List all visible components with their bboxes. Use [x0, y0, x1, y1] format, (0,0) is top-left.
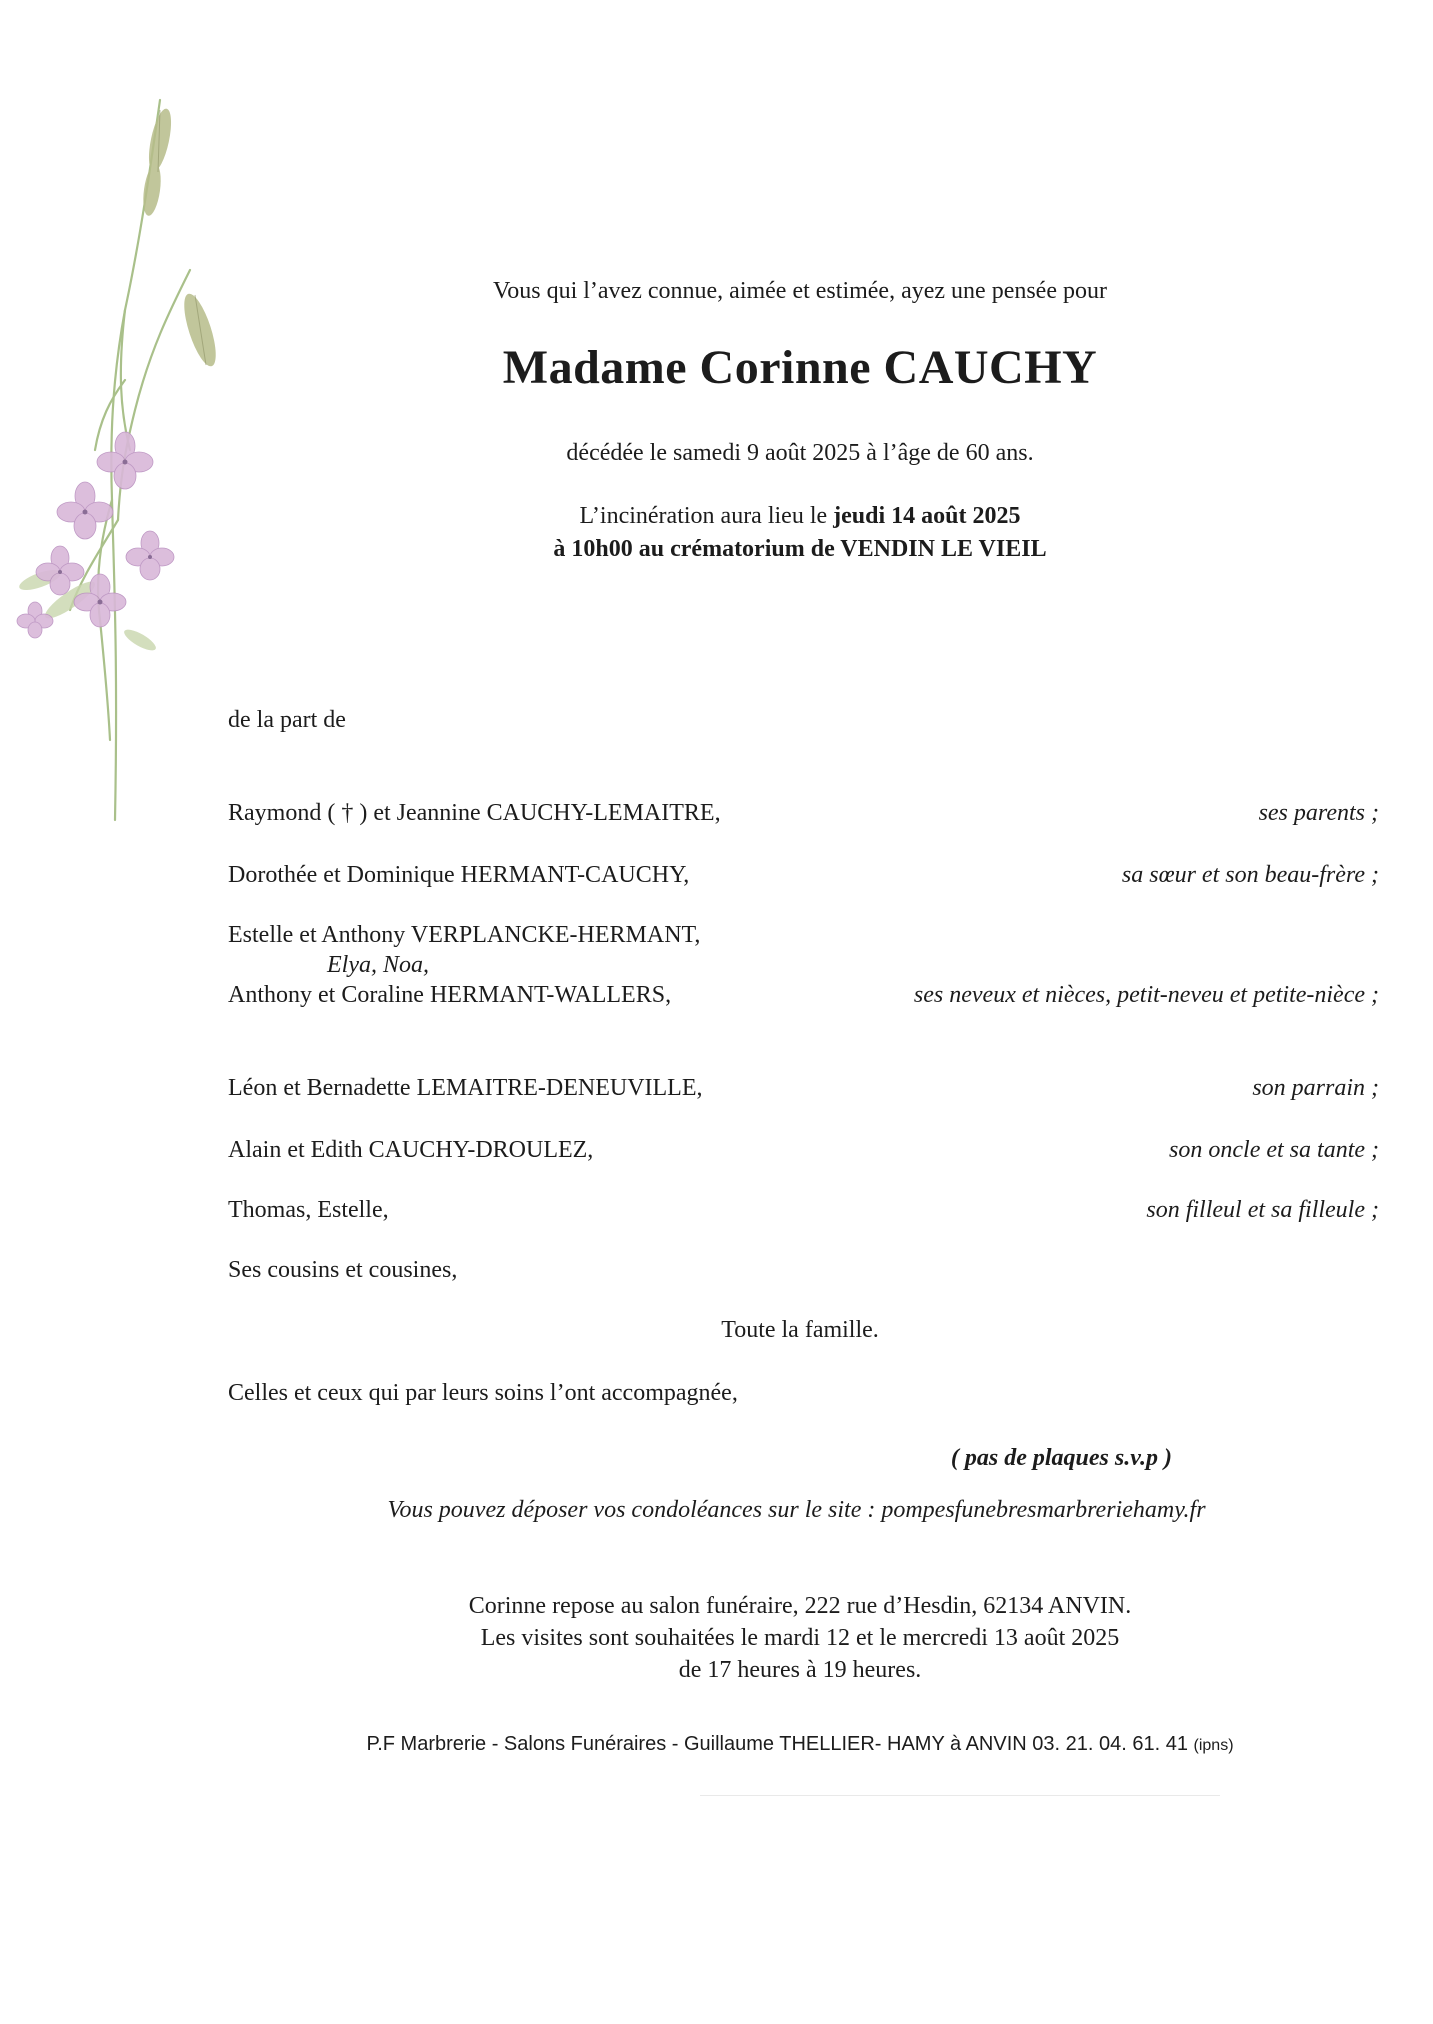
family-relation-godfather: son parrain ; [1252, 1075, 1379, 1101]
no-plaques-note: ( pas de plaques s.v.p ) [950, 1445, 1172, 1471]
family-children-names: Elya, Noa, [327, 952, 429, 978]
family-names-godfather: Léon et Bernadette LEMAITRE-DENEUVILLE, [228, 1075, 703, 1101]
ceremony-date: jeudi 14 août 2025 [833, 503, 1021, 529]
ceremony-line-2 [300, 533, 1300, 566]
family-names-parents: Raymond ( † ) et Jeannine CAUCHY-LEMAITRE, [228, 800, 721, 826]
family-names-niece: Estelle et Anthony VERPLANCKE-HERMANT, [228, 922, 701, 948]
family-relation-sister: sa sœur et son beau-frère ; [1121, 862, 1379, 888]
ceremony-info [300, 500, 1300, 566]
from-label: de la part de [228, 707, 346, 733]
floral-decoration-illustration [0, 80, 240, 840]
footer-text: P.F Marbrerie - Salons Funéraires - Guillaume THELLIER- HAMY à ANVIN 03. 21. 04. 61. 41 [366, 1733, 1188, 1755]
footer-note: (ipns) [1193, 1737, 1234, 1754]
family-relation-godchildren: son filleul et sa filleule ; [1146, 1197, 1379, 1223]
death-date-line: décédée le samedi 9 août 2025 à l’âge de 60 ans. [566, 440, 1034, 466]
deceased-name: Madame Corinne CAUCHY [502, 341, 1098, 394]
caregivers-line: Celles et ceux qui par leurs soins l’ont accompagnée, [228, 1380, 738, 1406]
family-names-godchildren: Thomas, Estelle, [228, 1197, 389, 1223]
family-names-nephew: Anthony et Coraline HERMANT-WALLERS, [228, 982, 672, 1008]
visitation-line-2: Les visites sont souhaitées le mardi 12 et le mercredi 13 août 2025 [480, 1625, 1120, 1651]
family-relation-uncle: son oncle et sa tante ; [1169, 1137, 1379, 1163]
ceremony-place: à 10h00 au crématorium de VENDIN LE VIEIL [553, 536, 1047, 562]
family-relation-nephews: ses neveux et nièces, petit-neveu et petite-nièce ; [913, 982, 1379, 1008]
whole-family-line: Toute la famille. [721, 1317, 879, 1343]
family-names-sister: Dorothée et Dominique HERMANT-CAUCHY, [228, 862, 690, 888]
ceremony-line-1 [300, 500, 1300, 533]
family-names-cousins: Ses cousins et cousines, [228, 1257, 458, 1283]
ceremony-prefix: L’incinération aura lieu le [579, 503, 828, 529]
family-names-uncle: Alain et Edith CAUCHY-DROULEZ, [228, 1137, 594, 1163]
condolences-line: Vous pouvez déposer vos condoléances sur le site : pompesfunebresmarbreriehamy.fr [387, 1497, 1206, 1523]
visitation-info [300, 1590, 1300, 1686]
intro-text: Vous qui l’avez connue, aimée et estimée, ayez une pensée pour [493, 278, 1107, 304]
family-relation-parents: ses parents ; [1258, 800, 1379, 826]
faint-divider-line [700, 1795, 1220, 1796]
visitation-line-3: de 17 heures à 19 heures. [678, 1657, 922, 1683]
funeral-home-footer [300, 1733, 1300, 1756]
visitation-line-1: Corinne repose au salon funéraire, 222 rue d’Hesdin, 62134 ANVIN. [468, 1593, 1132, 1619]
